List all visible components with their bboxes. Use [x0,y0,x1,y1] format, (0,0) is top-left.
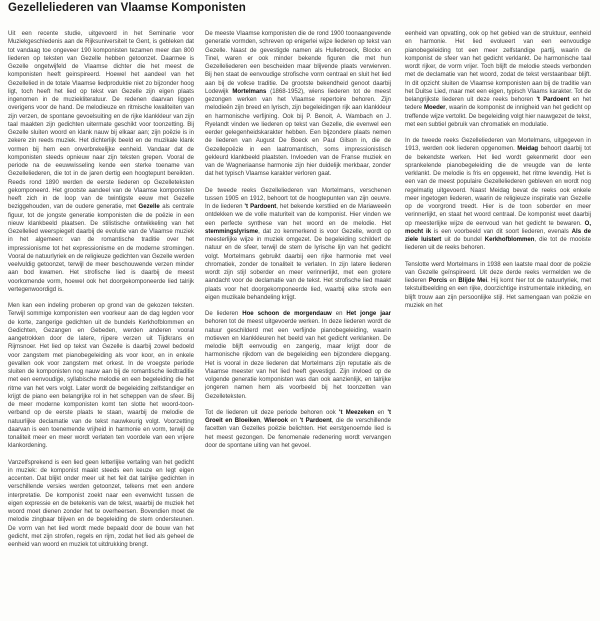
bold-term: Kerkhofblommen [484,237,535,243]
text-run: en [447,278,459,284]
page-title: Gezelleliederen van Vlaamse Komponisten [8,2,246,14]
bold-term: Moeder [423,105,446,112]
text-run: , [260,418,265,424]
paragraph [8,30,194,294]
bold-term: stemmingslyrisme [205,228,259,235]
text-run: De tweede reeks Gezelleliederen van Mortelmans, verschenen tussen 1905 en 1912, behoort tot de hoogtepunten van zijn oeuvre. In de liederen [205,187,391,210]
text-run: en [287,418,300,424]
bold-term: 't Pardoent [536,97,570,103]
bold-term: 't Meezeken [339,409,375,416]
bold-term: Gezelle [138,204,160,211]
text-run: uit de bundel [441,237,485,243]
bold-term: Het jonge jaar [346,311,391,317]
text-run: en [331,311,347,317]
paragraph [205,409,391,450]
text-run: , dat zo kenmerkend is voor Gezelle, wordt op meesterlijke wijze in muziek omgezet. De begeleiding schildert de natuur en de sfeer, terwijl de stem de lyrische lijn van het gedicht volgt. Mortelmans gebruikt daarbij een rijke harmonie met veel chromatiek, zonder de tonaliteit te verlaten. In zijn latere liederen wordt zijn stijl soberder en meer verinnerlijkt, met een grotere aandacht voor de declamatie van de tekst. Het strofische lied maakt plaats voor het doorgekomponeerde lied, waarbij elke strofe een eigen muzikale behandeling krijgt. [205,228,391,301]
text-column-2 [205,30,391,618]
text-run: , die de verschillende facetten van Gezelles poëzie belichten. Het eerstgenoemde lied is het meest gezongen. De fenomenale redenering wordt vervangen door de spontane uiting van het gevoel. [205,418,391,449]
text-run: , die tot de mooiste liederen uit de reeks behoren. [405,237,591,252]
text-run: In de tweede reeks Gezelleliederen van Mortelmans, uitgegeven in 1913, werden ook liederen opgenomen. [405,138,591,153]
text-run: is een voorbeeld van dit soort liederen, evenals [431,228,572,235]
text-run: behoort daarbij tot de bekendste werken. Het lied wordt gekenmerkt door een sprankelende pianobegeleiding die de vreugde van de lente verklankt. De melodie is fris en opgewekt, het ritme levendig. Het is een van de meest populaire Gezelleliederen gebleven en wordt nog regelmatig uitgevoerd. Naast Meidag bevat de reeks ook enkele meer ingetogen liederen, waarin de religieuze inspiratie van Gezelle op de voorgrond treedt. Hier is de toon soberder en meer verinnerlijkt, en staat het woord centraal. De komponist weet daarbij op meesterlijke wijze de eenvoud van het gedicht te bewaren. [405,146,591,227]
paragraph [205,30,391,179]
bold-term: 't Groeit en Bloeiken [205,409,391,424]
bold-term: Blijde Mei [458,278,488,284]
text-run: De meeste Vlaamse komponisten die de rond 1900 toonaangevende generatie vormden, schreven op enigerlei wijze liederen op tekst van Gezelle. Naast de gevestigde namen als Hullebroeck, Blockx en Tinel, waren er ook minder bekende figuren die met hun Gezelleliederen een bescheiden maar blijvende plaats verwierven. Bij hen staat de eenvoudige strofische vorm centraal en sluit het lied aan bij de volkse traditie. De grootste bekendheid genoot daarbij Lodewijk [205,31,391,95]
text-run: , het bekende kerstlied en de Mariaweeën ontdekken we de volle maturiteit van de komponist. Hier vinden we een perfecte synthese van het woord en de melodie. Het [205,204,391,227]
text-run: Uit een recente studie, uitgevoerd in het Seminarie voor Muziekgeschiedenis aan de Rijksuniversiteit te Gent, is gebleken dat tot vandaag toe ongeveer 190 komponisten tezamen meer dan 800 liederen op teksten van Gezelle hebben getoonzet. Daarmee is Gezelle ongetwijfeld de Vlaamse dichter die het meest de komponisten heeft geinspireerd. Hoewel het aandeel van het Gezellelied in de totale Vlaamse liedproduktie niet zo bijzonder hoog ligt, toch heeft het lied op tekst van Gezelle zijn eigen plaats ingenomen in de muziekliteratuur. De redenen daarvan liggen overigens voor de hand. De melodieuze en ritmische kwaliteiten van zijn verzen, de spontane gevoelsuiting en de rijke klankkleur van zijn taal maakten zijn gedichten uitermate geschikt voor toonzetting. Bij Gezelle sluiten woord en klank nauw bij elkaar aan; zijn poëzie is in zekere zin reeds muziek. Het dichterlijk beeld en de muzikale klank vormen bij hem een onverbrekelijke eenheid. Vandaar dat de komponisten steeds opnieuw naar zijn teksten grepen. Vooral de periode na de eeuwwisseling kende een sterke toename van Gezelleliederen, die tot in de jaren dertig een hoogtepunt bereikten. Reeds rond 1890 werden de eerste liederen op Gezelleteksten gekomponeerd. Het grootste aandeel van de Vlaamse komponisten heeft zich in de loop van de twintigste eeuw met Gezelle beziggehouden, van de oudere generatie, met [8,31,194,211]
text-run: behoren tot de meest uitgevoerde werken. In deze liederen wordt de natuur geschilderd met een verfijnde pianobegeleiding, waarin motieven en klankkleuren het beeld van het gedicht verklanken. De melodie blijft eenvoudig en zangerig, maar krijgt door de harmonische rijkdom van de begeleiding een bijzondere diepgang. Het is vooral in deze liederen dat Mortelmans zijn reputatie als de Vlaamse meester van het lied heeft gevestigd. Zijn invloed op de volgende generatie komponisten was dan ook aanzienlijk, en talrijke jongeren namen hem als voorbeeld bij het toonzetten van Gezelleteksten. [205,319,391,400]
text-run: . Hij komt hier tot de natuurlyriek, met tekstuitbeelding en een rijke, doorzichtige instrumentale inkleding, en blijft trouw aan zijn persoonlijke stijl. Het samengaan van poëzie en muziek en het [405,278,591,309]
bold-term: Meidag [517,146,539,153]
text-run: Tot de liederen uit deze periode behoren ook [205,409,339,416]
bold-term: Als de ziele luistert [405,228,591,243]
paragraph [205,310,391,401]
text-run: (1868-1952), wiens liederen tot de meest gezongen werken van het Vlaamse repertoire behoren. Zijn melodieën zijn breed en lyrisch, zijn begeleidingen rijk aan klankkleur en harmonische verfijning. Ook bij P. Benoit, A. Wambach en J. Ryelandt vinden we liederen op tekst van Gezelle, die evenwel een eerder gelegenheidskarakter hebben. Een bijzondere plaats nemen de liederen van August De Boeck en Paul Gilson in, die de Gezellepoëzie in een laatromantisch, soms impressionistisch gekleurd klankbeeld plaatsten. Invloeden van de Franse muziek en van de Wagneriaanse harmonie zijn hier duidelijk merkbaar, zonder dat het typisch Vlaamse karakter verloren gaat. [205,88,391,178]
paragraph [405,137,591,253]
text-run: Tenslotte werd Mortelmans in 1938 een laatste maal door de poëzie van Gezelle geïnspireerd. Uit deze derde reeks vermelden we de liederen [405,261,591,284]
bold-term: O, mocht ik [405,220,591,235]
text-run: als centrale figuur, tot de jongste generatie komponisten die de poëzie in een nieuw klankbeeld plaatsen. De stilistische ontwikkeling van het Gezellelied weerspiegelt daarbij de evolutie van de Vlaamse muziek in het algemeen: van de romantische traditie over het impressionisme tot het expressionisme en de moderne stromingen. Vooral de natuurlyriek en de religieuze gedichten van Gezelle werden veelvuldig getoonzet, terwijl de meer beschouwende verzen minder aan bod kwamen. Het strofische lied is daarbij de meest voorkomende vorm, hoewel ook het doorgekomponeerde lied talrijk vertegenwoordigd is. [8,204,194,293]
bold-term: Mortelmans [232,88,267,95]
paragraph [8,459,194,550]
bold-term: Wierook [264,418,288,424]
text-run: , waarin de komponist de innigheid van het gedicht op treffende wijze vertolkt. De begeleiding volgt hier nauwgezet de tekst, met een subtiel gebruik van chromatiek en modulatie. [405,105,591,128]
bold-term: 't Pardoent [244,204,277,210]
text-run: Vanzelfsprekend is een lied geen letterlijke vertaling van het gedicht in muziek: de komponist maakt steeds een keuze en legt eigen accenten. Dat blijkt onder meer uit het feit dat talrijke gedichten in verschillende versies werden getoonzet, telkens met een andere interpretatie. De komponist zoekt naar een evenwicht tussen de eigen expressie en de betekenis van de tekst, waarbij de muziek het woord moet dienen zonder het te overheersen. Bovendien moet de melodie zingbaar blijven en de begeleiding de stem ondersteunen. De vorm van het lied wordt mede bepaald door de bouw van het gedicht, met zijn strofen, regels en rijm, zodat het lied als geheel de eenheid van woord en muziek tot uitdrukking brengt. [8,459,194,548]
paragraph [405,30,591,129]
bold-term: Porcis [428,278,448,284]
bold-term: 't Pardoent [299,418,332,424]
text-run: eenheid van opvatting, ook op het gebied van de struktuur, eenheid en harmonie. Het lied evolueert van een eenvoudige pianobegeleiding tot een meer zelfstandige partij, waarin de komponist de sfeer van het gedicht verklankt. De harmonische taal wordt rijker, de vorm vrijer. Toch blijft de melodie steeds verbonden met de declamatie van het woord, zodat de tekst verstaanbaar blijft. In dit opzicht sluiten de Vlaamse komponisten aan bij de traditie van het Duitse Lied, maar met een eigen, typisch Vlaams karakter. Tot de belangrijkste liederen uit deze reeks behoren [405,31,591,103]
paragraph [405,261,591,311]
text-run: en [374,409,388,416]
text-run: Men kan een indeling proberen op grond van de gekozen teksten. Terwijl sommige komponisten een voorkeur aan de dag legden voor de korte, zangerige gedichten uit de bundels Kerkhofblommen en Gedichten, Gezangen en Gebeden, werden anderen vooral aangetrokken door de latere, rijpere verzen uit Tijdkrans en Rijmsnoer. Het lied op tekst van Gezelle is daarbij zowel bedoeld voor zangstem met pianobegeleiding als voor koor, en in enkele gevallen ook voor zangstem met orkest. In de vroegste periode sluiten de komponisten nog nauw aan bij de romantische liedtraditie met een eenvoudige, syllabische melodie en een begeleiding die het ritme van het vers volgt. Later wordt de begeleiding zelfstandiger en krijgt de piano een belangrijke rol in het scheppen van de sfeer. Bij de meer moderne komponisten komt ten slotte het woord-toon-verband op de eerste plaats te staan, waarbij de melodie de natuurlijke declamatie van de tekst nauwkeurig volgt. Voorzetting daarvan is een toenemende vrijheid in harmonie en vorm, terwijl de tonaliteit meer en meer wordt verlaten ten voordele van een vrijere klankordening. [8,303,194,450]
text-column-3 [405,30,591,618]
paragraph [8,302,194,451]
text-run: en het tedere [405,97,591,112]
bold-term: Hoe schoon de morgendauw [242,311,332,317]
text-run: De liederen [205,311,243,317]
text-column-1 [8,30,194,615]
paragraph [205,187,391,303]
